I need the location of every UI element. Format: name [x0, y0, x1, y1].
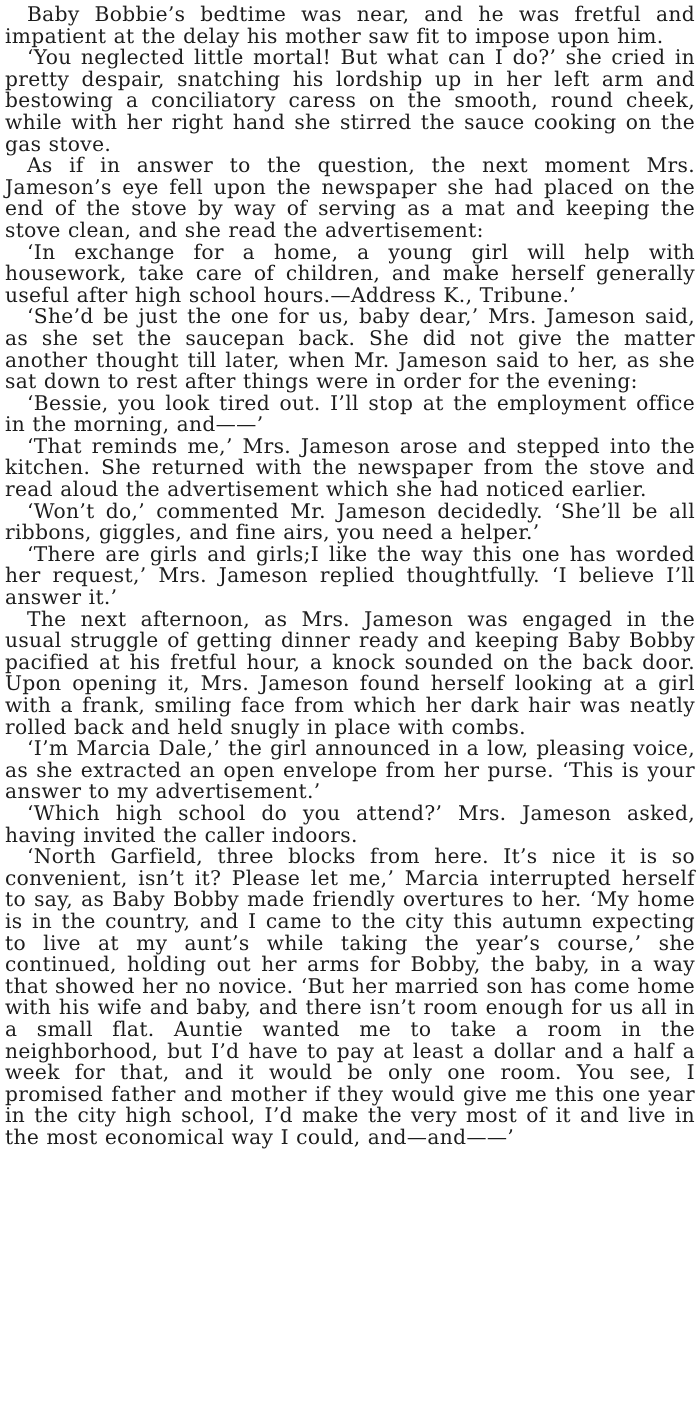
paragraph-12: ‘Which high school do you attend?’ Mrs. Jameson asked, having invited the caller indoors.	[5, 800, 695, 847]
paragraph-1: Baby Bobbie’s bedtime was near, and he was fretful and impatient at the delay his mother saw fit to impose upon him.	[5, 2, 695, 48]
paragraph-13: ‘North Garfield, three blocks from here. It’s nice it is so convenient, isn’t it? Please let me,’ Marcia interrupted herself to say, as Baby Bobby made friendly overtures to her. ‘My home is in the country, and I came to the city this autumn expecting to live at my aunt’s while taking the year’s course,’ she continued, holding out her arms for Bobby, the baby, in a way that showed her no novice. ‘But her married son has come home with his wife and baby, and there isn’t room enough for us all in a small flat. Auntie wanted me to take a room in the neighborhood, but I’d have to pay at least a dollar and a half a week for that, and it would be only one room. You see, I promised father and mother if they would give me this one year in the city high school, I’d make the very most of it and live in the most economical way I could, and—and——’	[5, 844, 695, 1149]
paragraph-9: ‘There are girls and girls;I like the way this one has worded her request,’ Mrs. Jameson replied thoughtfully. ‘I believe I’ll answer it.’	[5, 541, 695, 610]
paragraph-6: ‘Bessie, you look tired out. I’ll stop at the employment office in the morning, and——’	[5, 390, 695, 437]
paragraph-4-advertisement: ‘In exchange for a home, a young girl will help with housework, take care of children, and make herself generally useful after high school hours.—Address K., Tribune.’	[5, 239, 695, 307]
paragraph-11: ‘I’m Marcia Dale,’ the girl announced in a low, pleasing voice, as she extracted an open envelope from her purse. ‘This is your answer to my advertisement.’	[5, 736, 695, 804]
paragraph-7: ‘That reminds me,’ Mrs. Jameson arose and stepped into the kitchen. She returned with the newspaper from the stove and read aloud the advertisement which she had noticed earlier.	[5, 433, 695, 502]
paragraph-8: ‘Won’t do,’ commented Mr. Jameson decidedly. ‘She’ll be all ribbons, giggles, and fine airs, you need a helper.’	[5, 498, 695, 545]
paragraph-2: ‘You neglected little mortal! But what can I do?’ she cried in pretty despair, snatching his lordship up in her left arm and bestowing a conciliatory caress on the smooth, round cheek, while with her right hand she stirred the sauce cooking on the gas stove.	[5, 45, 695, 156]
paragraph-3: As if in answer to the question, the next moment Mrs. Jameson’s eye fell upon the newspaper she had placed on the end of the stove by way of serving as a mat and keeping the stove clean, and she read the advertisement:	[5, 153, 695, 242]
paragraph-10: The next afternoon, as Mrs. Jameson was engaged in the usual struggle of getting dinner ready and keeping Baby Bobby pacified at his fretful hour, a knock sounded on the back door. Upon opening it, Mrs. Jameson found herself looking at a girl with a frank, smiling face from which her dark hair was neatly rolled back and held snugly in place with combs.	[5, 606, 695, 739]
paragraph-5: ‘She’d be just the one for us, baby dear,’ Mrs. Jameson said, as she set the saucepan back. She did not give the matter another thought till later, when Mr. Jameson said to her, as she sat down to rest after things were in order for the evening:	[5, 304, 695, 394]
